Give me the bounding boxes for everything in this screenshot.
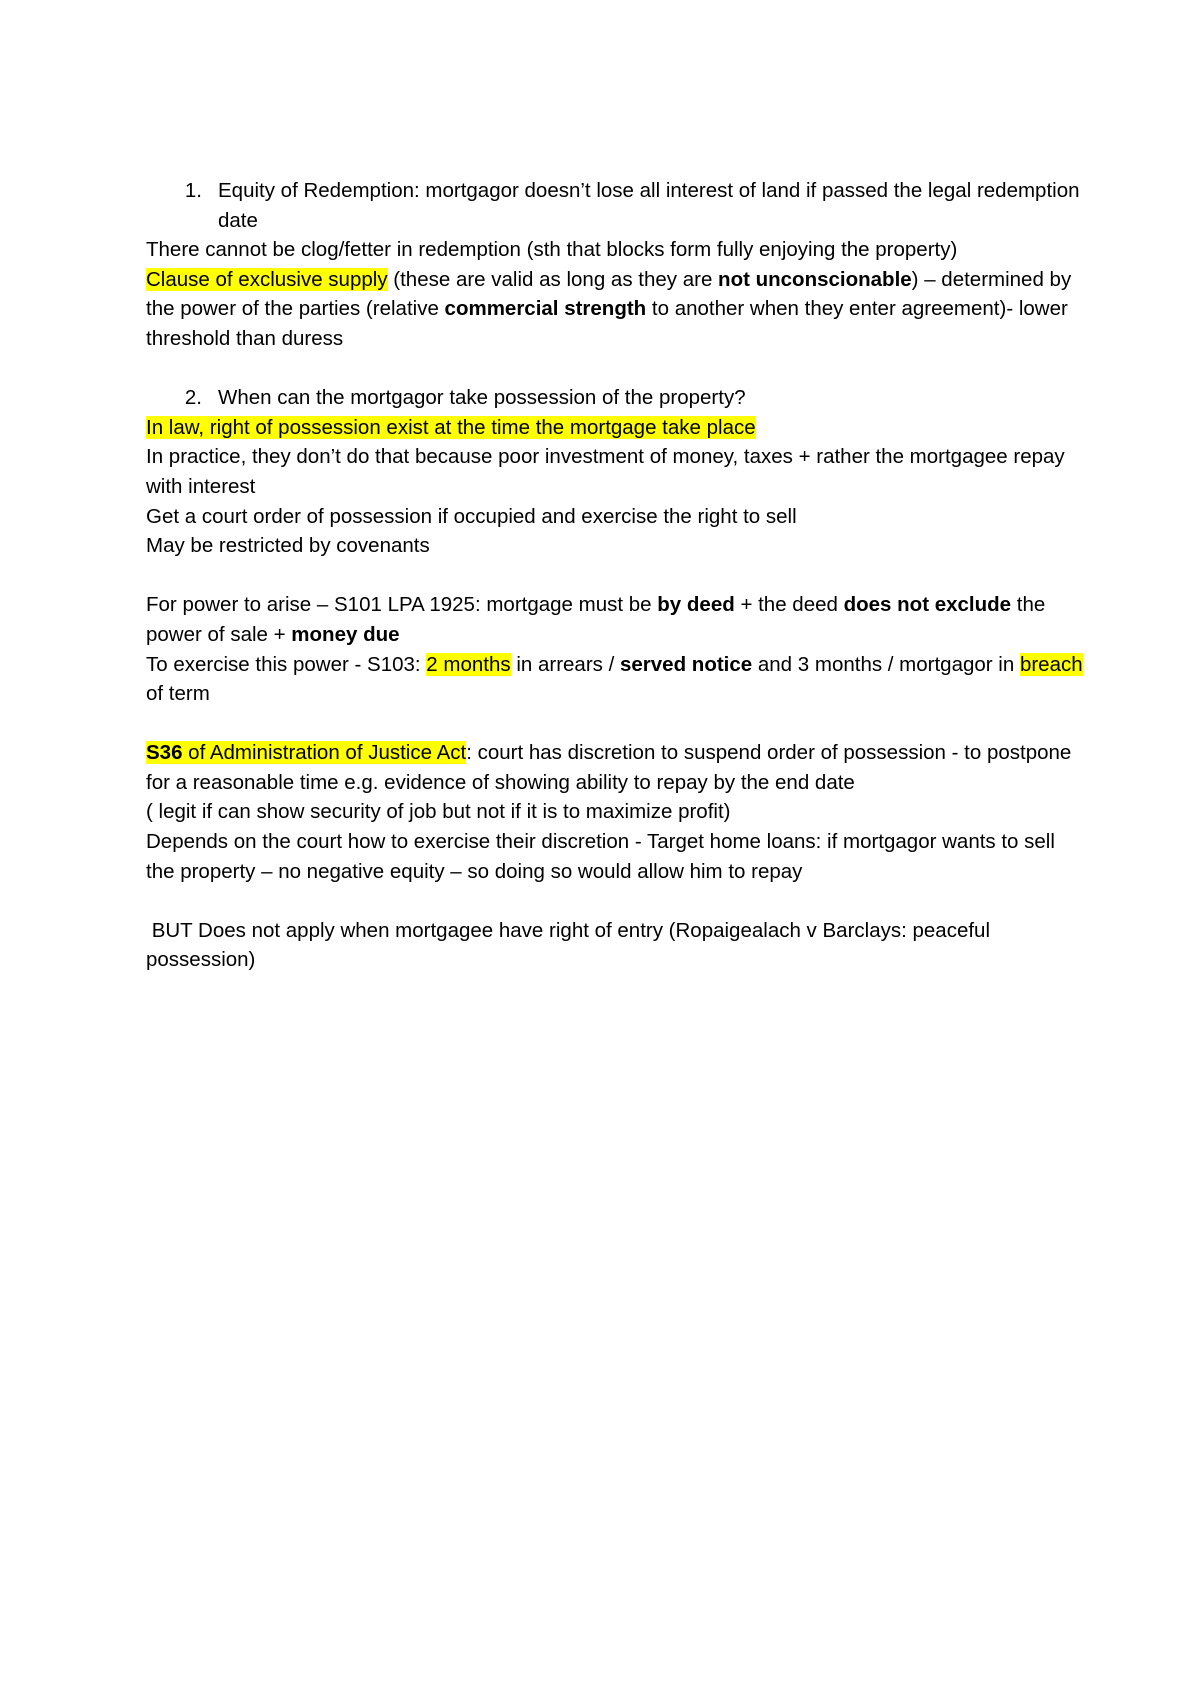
list-item-1	[146, 176, 1086, 235]
highlight-law: In law, right of possession exist at the time the mortgage take place	[146, 415, 756, 439]
list-number: 1.	[184, 179, 202, 202]
court-order-paragraph: Get a court order of possession if occupied and exercise the right to sell	[146, 504, 797, 528]
spacer	[146, 354, 1086, 384]
document-body	[146, 176, 1086, 975]
depends-paragraph: Depends on the court how to exercise their discretion - Target home loans: if mortgagor wants to sell the property – no negative equity – so doing so would allow him to repay	[146, 830, 1055, 883]
practice-paragraph: In practice, they don’t do that because poor investment of money, taxes + rather the mortgagee repay with interest	[146, 445, 1065, 498]
list-number: 2.	[184, 386, 202, 410]
section1-heading: Equity of Redemption: mortgagor doesn’t lose all interest of land if passed the legal redemption date	[218, 179, 1080, 232]
highlight-clause: Clause of exclusive supply	[146, 267, 388, 291]
clause-paragraph: Clause of exclusive supply (these are valid as long as they are not unconscionable) – determined by the power of the parties (relative commercial strength to another when they enter agreement)- lower threshold than duress	[146, 267, 1072, 350]
power-arise-paragraph: For power to arise – S101 LPA 1925: mortgage must be by deed + the deed does not exclude the power of sale + money due	[146, 593, 1046, 646]
spacer	[146, 561, 1086, 591]
spacer	[146, 709, 1086, 739]
s36-paragraph: S36 of Administration of Justice Act: court has discretion to suspend order of possession - to postpone for a reasonable time e.g. evidence of showing ability to repay by the end date	[146, 741, 1072, 794]
list-item-2	[146, 383, 1086, 413]
covenants-paragraph: May be restricted by covenants	[146, 534, 430, 558]
section2-heading: When can the mortgagor take possession of the property?	[218, 386, 746, 410]
legit-paragraph: ( legit if can show security of job but not if it is to maximize profit)	[146, 800, 731, 824]
highlight-breach: breach	[1019, 652, 1083, 676]
but-paragraph: BUT Does not apply when mortgagee have right of entry (Ropaigealach v Barclays: peaceful possession)	[146, 918, 996, 972]
law-paragraph	[146, 413, 1086, 443]
highlight-s36: S36 of Administration of Justice Act	[146, 741, 467, 765]
spacer	[146, 886, 1086, 916]
highlight-2-months: 2 months	[426, 652, 511, 676]
clog-paragraph: There cannot be clog/fetter in redemption (sth that blocks form fully enjoying the property)	[146, 238, 958, 262]
power-exercise-paragraph: To exercise this power - S103: 2 months in arrears / served notice and 3 months / mortgagor in breach of term	[146, 652, 1083, 706]
